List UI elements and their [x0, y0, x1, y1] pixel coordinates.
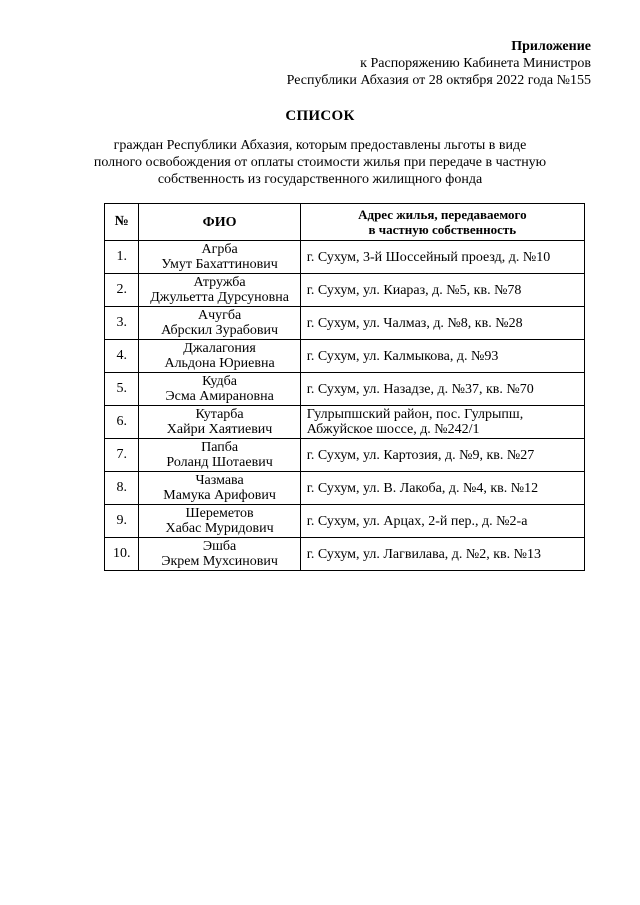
- row-full-name: [139, 538, 300, 571]
- row-given-name: Абрскил Зурабович: [161, 323, 279, 338]
- table-row: [105, 406, 585, 439]
- row-surname: Кудба: [202, 374, 238, 389]
- row-number: 10.: [105, 538, 139, 571]
- row-address: г. Сухум, ул. Калмыкова, д. №93: [300, 340, 584, 373]
- table-row: [105, 241, 585, 274]
- row-full-name: [139, 505, 300, 538]
- row-number: 9.: [105, 505, 139, 538]
- appendix-line-2: Республики Абхазия от 28 октября 2022 года №155: [286, 73, 591, 88]
- table-row: [105, 472, 585, 505]
- row-given-name: Эсма Амирановна: [165, 389, 274, 404]
- row-number: 4.: [105, 340, 139, 373]
- row-given-name: Умут Бахаттинович: [161, 257, 278, 272]
- row-address: Гулрыпшский район, пос. Гулрыпш, Абжуйское шоссе, д. №242/1: [300, 406, 584, 439]
- header-name: ФИО: [139, 204, 300, 241]
- row-full-name: [139, 406, 300, 439]
- table-header-row: [105, 204, 585, 241]
- header-address-line-2: в частную собственность: [368, 222, 517, 237]
- row-given-name: Роланд Шотаевич: [166, 455, 273, 470]
- row-given-name: Хабас Муридович: [165, 521, 274, 536]
- citizens-table: [104, 203, 585, 571]
- row-surname: Эшба: [202, 539, 237, 554]
- row-surname: Кутарба: [195, 407, 244, 422]
- table-body: [105, 241, 585, 571]
- row-number: 3.: [105, 307, 139, 340]
- row-full-name: [139, 340, 300, 373]
- row-surname: Шереметов: [185, 506, 254, 521]
- table-row: [105, 439, 585, 472]
- table-row: [105, 373, 585, 406]
- list-subtitle: граждан Республики Абхазия, которым предоставлены льготы в виде полного освобождения от оплаты стоимости жилья при передаче в частную собственность из государственного жилищного фонда: [93, 138, 547, 187]
- row-number: 1.: [105, 241, 139, 274]
- row-number: 8.: [105, 472, 139, 505]
- row-full-name: [139, 439, 300, 472]
- header-address: [300, 204, 584, 241]
- row-given-name: Мамука Арифович: [163, 488, 276, 503]
- row-address: г. Сухум, ул. В. Лакоба, д. №4, кв. №12: [300, 472, 584, 505]
- appendix-title: Приложение: [511, 39, 591, 54]
- row-given-name: Альдона Юриевна: [164, 356, 275, 371]
- row-address: г. Сухум, ул. Назадзе, д. №37, кв. №70: [300, 373, 584, 406]
- row-address: г. Сухум, ул. Арцах, 2-й пер., д. №2-а: [300, 505, 584, 538]
- row-given-name: Хайри Хаятиевич: [166, 422, 273, 437]
- row-given-name: Экрем Мухсинович: [161, 554, 278, 569]
- header-address-line-1: Адрес жилья, передаваемого: [358, 207, 527, 222]
- appendix-block: [287, 38, 591, 89]
- row-address: г. Сухум, ул. Чалмаз, д. №8, кв. №28: [300, 307, 584, 340]
- table-row: [105, 505, 585, 538]
- appendix-line-1: к Распоряжению Кабинета Министров: [360, 56, 591, 71]
- row-address: г. Сухум, ул. Лагвилава, д. №2, кв. №13: [300, 538, 584, 571]
- row-address: г. Сухум, ул. Киараз, д. №5, кв. №78: [300, 274, 584, 307]
- header-number: №: [105, 204, 139, 241]
- row-surname: Ачугба: [197, 308, 242, 323]
- row-full-name: [139, 274, 300, 307]
- row-full-name: [139, 472, 300, 505]
- row-given-name: Джульетта Дурсуновна: [150, 290, 289, 305]
- table-row: [105, 274, 585, 307]
- row-full-name: [139, 373, 300, 406]
- table-row: [105, 538, 585, 571]
- row-number: 7.: [105, 439, 139, 472]
- row-surname: Атружба: [193, 275, 246, 290]
- row-surname: Папба: [201, 440, 239, 455]
- row-address: г. Сухум, ул. Картозия, д. №9, кв. №27: [300, 439, 584, 472]
- row-number: 5.: [105, 373, 139, 406]
- row-surname: Чазмава: [195, 473, 244, 488]
- list-heading: СПИСОК: [285, 108, 355, 124]
- row-number: 6.: [105, 406, 139, 439]
- row-number: 2.: [105, 274, 139, 307]
- table-row: [105, 340, 585, 373]
- row-surname: Джалагония: [183, 341, 256, 356]
- row-full-name: [139, 307, 300, 340]
- row-address: г. Сухум, 3-й Шоссейный проезд, д. №10: [300, 241, 584, 274]
- row-surname: Агрба: [201, 242, 238, 257]
- table-row: [105, 307, 585, 340]
- row-full-name: [139, 241, 300, 274]
